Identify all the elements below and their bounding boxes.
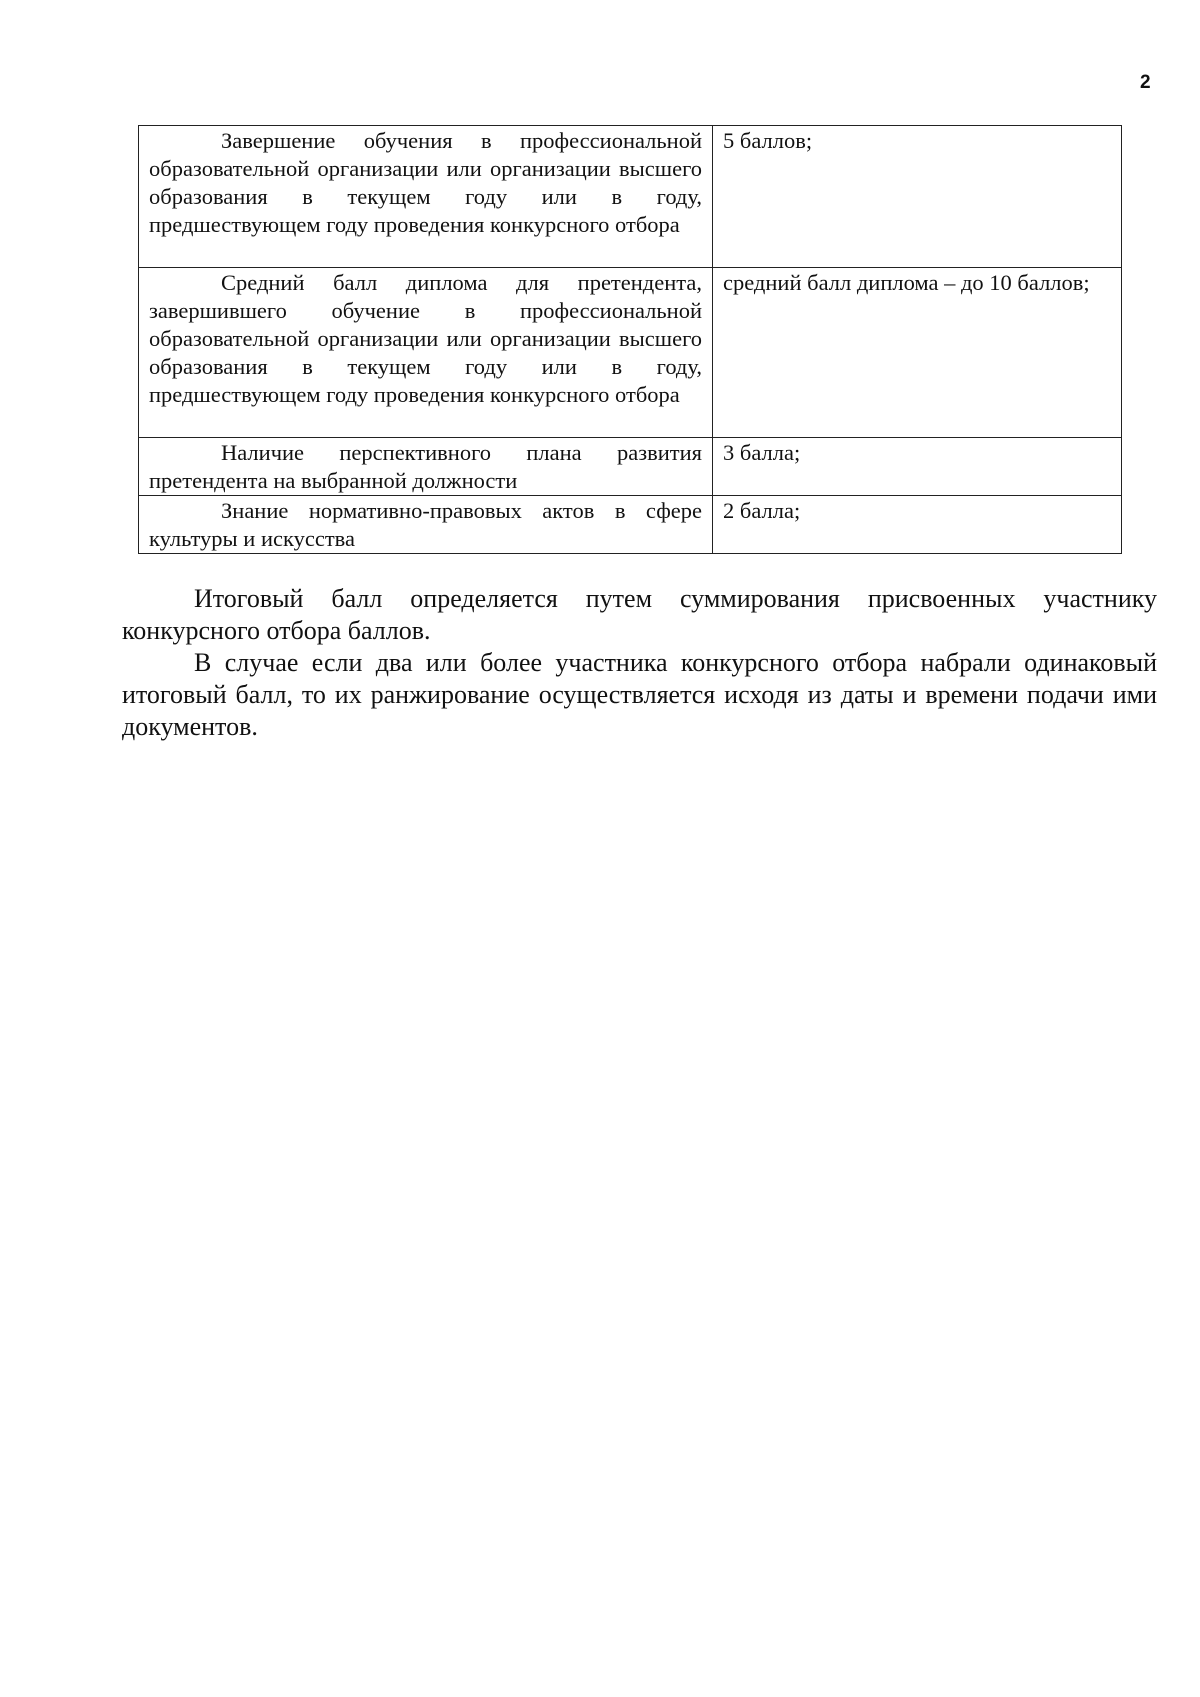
tie-ranking-paragraph: В случае если два или более участника конкурсного отбора набрали одинаковый итоговый балл, то их ранжирование осуществляется исходя из даты и времени подачи ими документов. [122, 648, 1157, 741]
table-row [139, 496, 1122, 554]
criteria-table [138, 125, 1122, 554]
total-score-paragraph: Итоговый балл определяется путем суммирования присвоенных участнику конкурсного отбора баллов. [122, 584, 1157, 645]
points-cell: 3 балла; [713, 438, 1122, 496]
table-row [139, 126, 1122, 268]
table-row [139, 438, 1122, 496]
criterion-cell: Знание нормативно-правовых актов в сфере культуры и искусства [139, 496, 713, 554]
points-cell: 2 балла; [713, 496, 1122, 554]
criterion-cell: Завершение обучения в профессиональной образовательной организации или организации высшего образования в текущем году или в году, предшествующем году проведения конкурсного отбора [139, 126, 713, 268]
table-row [139, 268, 1122, 438]
criterion-cell: Наличие перспективного плана развития претендента на выбранной должности [139, 438, 713, 496]
points-cell: 5 баллов; [713, 126, 1122, 268]
criterion-cell: Средний балл диплома для претендента, завершившего обучение в профессиональной образовательной организации или организации высшего образования в текущем году или в году, предшествующем году проведения конкурсного отбора [139, 268, 713, 438]
page-number: 2 [1140, 72, 1151, 93]
points-cell: средний балл диплома – до 10 баллов; [713, 268, 1122, 438]
